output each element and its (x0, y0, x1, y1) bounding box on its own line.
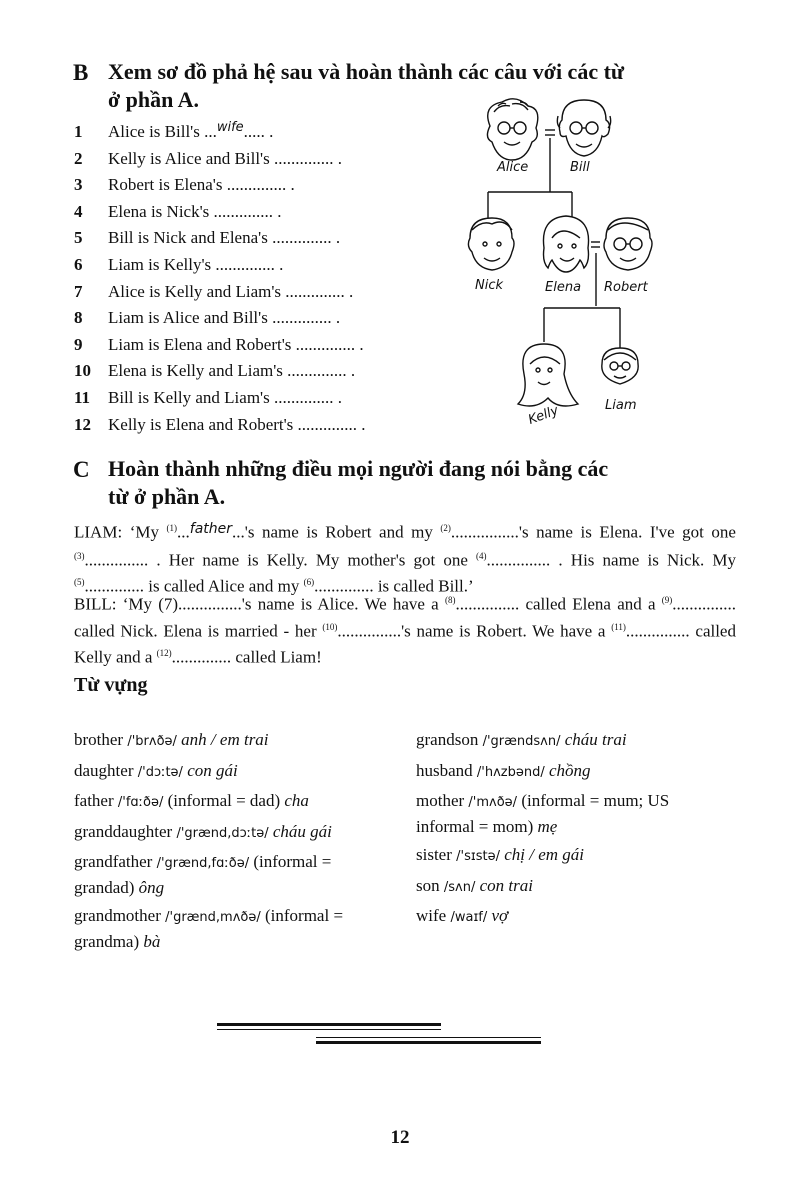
vocab-note: informal = mom) (416, 816, 534, 836)
question-number: 6 (74, 255, 83, 274)
liam-text: ............... . His name is Nick. My (486, 550, 736, 570)
blank-number: (1) (166, 523, 178, 533)
bill-text: BILL: ‘My (7)...............'s name is Alice. We have a (74, 594, 445, 614)
blank-number: (3) (74, 550, 85, 561)
vocab-entry (74, 850, 402, 899)
vocab-ipa: /'fɑːðə/ (117, 795, 164, 810)
nick-face (468, 218, 514, 270)
handwritten-answer: wife (216, 120, 244, 135)
vocab-word: granddaughter (74, 821, 173, 841)
vocab-word: daughter (74, 760, 134, 780)
liam-dots: ... (177, 522, 190, 542)
vocab-word: brother (74, 730, 124, 749)
question-pre: Alice is Bill's (108, 122, 205, 141)
blank-number: (8) (444, 595, 456, 605)
blank-number: (9) (661, 595, 673, 605)
vocab-ipa: /'mʌðə/ (468, 795, 518, 810)
question-text: Elena is Kelly and Liam's .............. . (108, 361, 356, 381)
blank-number: (4) (476, 550, 487, 561)
question-item (0, 119, 460, 146)
blank-number: (2) (440, 523, 451, 533)
question-text: Elena is Nick's .............. . (108, 201, 282, 221)
question-text: Alice is Bill's ...wife..... . (108, 119, 273, 148)
vocab-note: (informal = mum; US (521, 791, 670, 810)
bill-text: ............... called Kelly and a (74, 621, 736, 667)
vocab-ipa: /'grændsʌn/ (482, 734, 561, 749)
vocab-note: grandad) (74, 877, 135, 897)
family-tree (460, 98, 680, 440)
tree-label-bill: Bill (570, 160, 590, 175)
bill-text: ............... called Elena and a (455, 594, 662, 614)
vocab-ipa: /'grænd,fɑːðə/ (156, 856, 250, 871)
vocab-word: wife (416, 906, 447, 925)
vocab-right-column (416, 728, 746, 935)
tree-label-liam: Liam (605, 398, 637, 413)
vocab-entry (74, 728, 402, 754)
vocab-word: sister (416, 845, 452, 864)
vocab-word: father (74, 791, 114, 810)
vocab-entry (416, 759, 746, 785)
question-post: ..... . (243, 122, 274, 141)
vocab-entry (74, 820, 402, 846)
decorative-rule-top-thin (217, 1029, 441, 1030)
bill-face (557, 100, 610, 156)
vocab-entry (74, 904, 402, 953)
liam-text: ................'s name is Elena. I've got one (450, 522, 736, 542)
vocab-word: grandmother (74, 906, 161, 925)
question-number: 5 (74, 228, 83, 248)
vocab-meaning: con trai (479, 875, 533, 895)
question-text: Kelly is Elena and Robert's .............. . (108, 414, 366, 434)
decorative-rule-bottom-thin (316, 1037, 541, 1038)
section-c-title-line2: từ ở phần A. (108, 484, 226, 509)
liam-text: LIAM: ‘My (74, 522, 167, 542)
vocab-meaning: anh / em trai (181, 730, 269, 749)
question-number: 3 (74, 175, 83, 195)
tree-label-kelly: Kelly (526, 403, 561, 428)
vocab-meaning: cháu gái (272, 821, 332, 841)
question-number: 12 (74, 414, 91, 434)
question-number: 7 (74, 281, 83, 301)
blank-number: (11) (611, 621, 626, 632)
section-c-title (108, 455, 608, 511)
vocab-entry (416, 904, 746, 930)
section-b-letter: B (73, 60, 89, 85)
question-text: Liam is Elena and Robert's .............. . (108, 334, 364, 354)
question-text: Alice is Kelly and Liam's .............. . (108, 281, 354, 301)
section-b-title-line1: Xem sơ đồ phả hệ sau và hoàn thành các câu với các từ (108, 59, 625, 84)
section-b-title-line2: ở phần A. (108, 87, 200, 112)
vocab-note: (informal = dad) (167, 791, 281, 810)
question-number: 10 (74, 361, 91, 381)
question-text: Liam is Kelly's .............. . (108, 255, 284, 274)
vocab-entry (416, 728, 746, 754)
question-text: Bill is Nick and Elena's .............. . (108, 228, 341, 248)
vocab-word: husband (416, 760, 473, 780)
question-text: Liam is Alice and Bill's .............. . (108, 308, 341, 328)
blank-number: (12) (156, 648, 172, 659)
section-c-title-line1: Hoàn thành những điều mọi người đang nói bằng các (108, 456, 609, 481)
question-number: 11 (74, 388, 91, 407)
decorative-rule-bottom (316, 1041, 541, 1044)
kelly-face (518, 344, 578, 406)
robert-face (604, 218, 652, 270)
liam-text: .............. is called Bill.’ (314, 576, 474, 596)
alice-face (487, 99, 537, 160)
question-list (0, 119, 460, 449)
bill-text: .............. called Liam! (171, 647, 322, 667)
bill-paragraph (74, 589, 736, 669)
vocab-meaning: cháu trai (564, 730, 627, 749)
vocab-ipa: /'grænd,dɔːtə/ (176, 825, 269, 841)
question-number: 1 (74, 122, 83, 141)
page-number: 12 (390, 1127, 410, 1148)
vocab-entry (74, 759, 402, 785)
vocab-ipa: /sʌn/ (443, 879, 476, 895)
vocab-meaning: chồng (549, 760, 591, 780)
liam-paragraph (74, 517, 736, 598)
vocab-ipa: /'dɔːtə/ (137, 764, 183, 780)
question-number: 2 (74, 148, 83, 168)
liam-text: ............... . Her name is Kelly. My mother's got one (84, 550, 477, 570)
vocab-word: grandson (416, 730, 479, 749)
question-text: Robert is Elena's .............. . (108, 175, 295, 195)
bill-text: ...............'s name is Robert. We have a (337, 621, 612, 641)
question-number: 8 (74, 308, 83, 328)
vocab-entry (416, 789, 746, 838)
question-text: Bill is Kelly and Liam's .............. . (108, 388, 342, 407)
vocab-entry (74, 789, 402, 815)
question-number: 9 (74, 334, 83, 354)
blank-number: (10) (322, 621, 338, 632)
vocab-note: (informal = (253, 852, 332, 871)
vocab-left-column (74, 728, 402, 958)
tree-label-robert: Robert (604, 280, 648, 295)
liam-text: .............. is called Alice and my (84, 576, 304, 596)
vocab-word: mother (416, 791, 465, 810)
vocab-note: grandma) (74, 931, 140, 951)
bill-text: ............... called Nick. Elena is married - her (74, 594, 737, 641)
vocab-meaning: ông (138, 877, 165, 897)
vocab-entry (416, 874, 746, 900)
vocab-meaning: con gái (187, 760, 238, 780)
question-text: Kelly is Alice and Bill's .............. . (108, 148, 342, 168)
blank-number: (5) (74, 577, 85, 588)
vocab-word: grandfather (74, 852, 153, 871)
vocab-meaning: mẹ (537, 816, 558, 836)
vocab-entry (416, 843, 746, 869)
vocabulary-title: Từ vựng (74, 674, 148, 696)
tree-label-alice: Alice (497, 160, 529, 175)
vocab-meaning: cha (284, 791, 309, 810)
section-c-letter: C (73, 457, 90, 482)
tree-label-elena: Elena (545, 280, 582, 295)
elena-face (543, 216, 588, 272)
vocab-word: son (416, 875, 440, 895)
liam-text: ...'s name is Robert and my (232, 522, 441, 542)
vocab-ipa: /'grænd,mʌðə/ (165, 910, 261, 925)
vocab-note: (informal = (265, 906, 344, 925)
vocab-ipa: /'brʌðə/ (127, 734, 177, 749)
blank-number: (6) (303, 577, 315, 588)
vocab-ipa: /'hʌzbənd/ (476, 764, 545, 780)
vocab-meaning: vợ (491, 906, 509, 925)
question-number: 4 (74, 201, 83, 221)
vocab-ipa: /waɪf/ (450, 910, 488, 925)
handwritten-answer: father (189, 520, 233, 537)
vocab-meaning: chị / em gái (504, 845, 584, 864)
vocab-ipa: /'sɪstə/ (456, 849, 500, 864)
vocab-meaning: bà (143, 931, 161, 951)
decorative-rule-top (217, 1023, 441, 1026)
tree-label-nick: Nick (475, 278, 504, 293)
liam-face (602, 348, 638, 384)
